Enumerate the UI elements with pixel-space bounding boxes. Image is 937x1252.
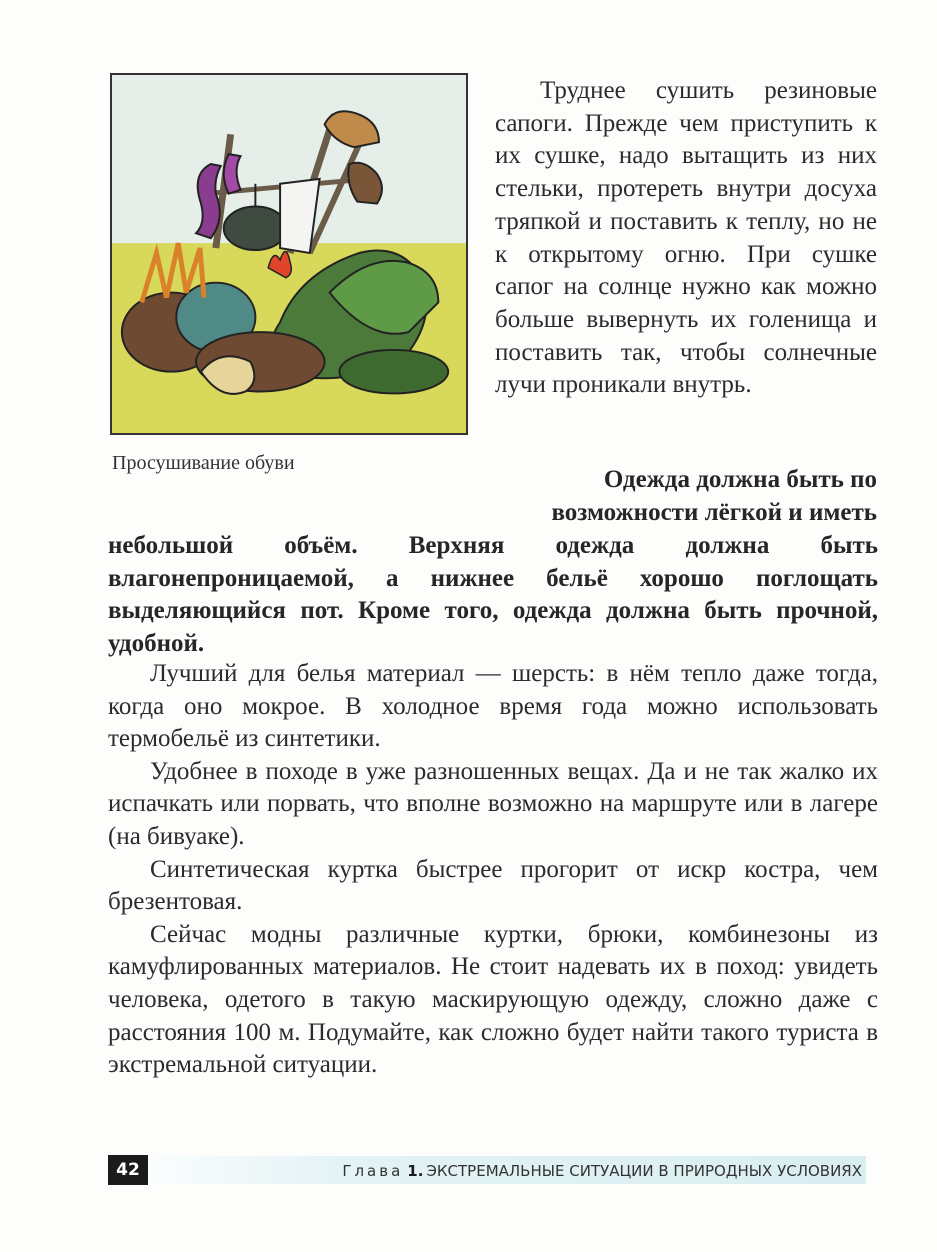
boots-drying-illustration xyxy=(110,73,468,435)
paragraph: Лучший для белья материал — шерсть: в нём тепло даже тогда, когда оно мокрое. В холодное время года можно использовать термобельё из синтетики. xyxy=(108,660,878,753)
boots-drying-drawing xyxy=(112,75,466,433)
chapter-label: Глава xyxy=(342,1162,404,1180)
body-text xyxy=(108,658,878,1082)
bold-paragraph-end: небольшой объём. Верхняя одежда должна быть влагонепроницаемой, а нижнее бельё хорошо поглощать выделяющийся пот. Кроме того, одежда должна быть прочной, удобной. xyxy=(108,532,878,658)
figure-caption: Просушивание обуви xyxy=(112,452,295,474)
paragraph: Удобнее в походе в уже разношенных вещах. Да и не так жалко их испачкать или порвать, что вполне возможно на маршруте или в лагере (на бивуаке). xyxy=(108,757,878,850)
running-head xyxy=(300,1159,862,1183)
paragraph: Синтетическая куртка быстрее прогорит от искр костра, чем брезентовая. xyxy=(108,855,878,916)
chapter-title: ЭКСТРЕМАЛЬНЫЕ СИТУАЦИИ В ПРИРОДНЫХ УСЛОВИЯХ xyxy=(426,1162,862,1180)
column-paragraph: Труднее сушить резиновые сапоги. Прежде чем приступить к их сушке, надо вытащить из них стельки, протереть внутри досуха тряпкой и поставить к теплу, но не к открытому огню. При сушке сапог на солнце нужно как можно больше вывернуть их голенища и поставить так, чтобы солнечные лучи проникали внутрь. xyxy=(495,77,877,399)
page-number: 42 xyxy=(108,1155,148,1185)
bold-paragraph-start: Одежда должна быть по возможности лёгкой и иметь xyxy=(551,466,877,526)
paragraph: Сейчас модны различные куртки, брюки, комбинезоны из камуфлированных материалов. Не стоит надевать их в поход: увидеть человека, одетого в такую маскирующую одежду, сложно даже с расстояния 100 м. Подумайте, как сложно будет найти такого туриста в экстремальной ситуации. xyxy=(108,920,878,1079)
chapter-number: 1. xyxy=(407,1162,424,1180)
